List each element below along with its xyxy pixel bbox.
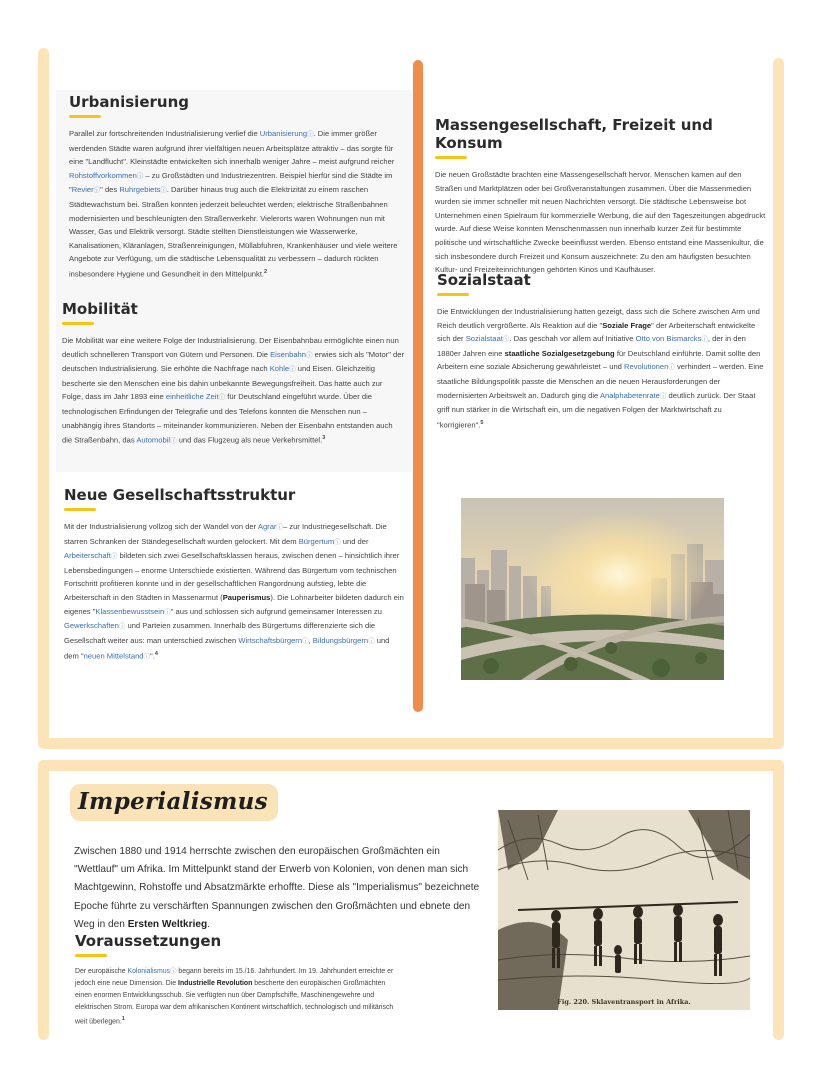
section-mobilitaet (62, 300, 404, 448)
info-icon[interactable]: ⓘ (160, 187, 167, 195)
footnote-1[interactable]: 1 (121, 1015, 125, 1022)
link-rohstoffvorkommen[interactable]: Rohstoffvorkommen (69, 170, 137, 180)
footnote-4[interactable]: 4 (154, 651, 158, 658)
title-underline (437, 293, 469, 296)
link-gewerkschaften[interactable]: Gewerkschaften (64, 621, 119, 631)
city-photo (461, 498, 724, 680)
section-urbanisierung (69, 93, 405, 281)
link-sozialstaat[interactable]: Sozialstaat (465, 334, 503, 344)
section-gesellschaft (64, 486, 404, 664)
info-icon[interactable]: ⓘ (93, 187, 101, 195)
title-underline (64, 508, 96, 511)
section-massengesellschaft (435, 116, 767, 277)
footnote-3[interactable]: 3 (322, 435, 326, 442)
imperialismus-title: Imperialismus (70, 784, 278, 821)
sozialstaat-text: Die Entwicklungen der Industrialisierung hatten gezeigt, dass sich die Schere zwischen Arm und Reich deutlich vergrößerte. Als Reaktion auf die "Soziale Frage" der Arbeiterschaft entwickelte sich der Sozialstaatⓘ. Das geschah vor allem auf Initiative Otto von Bismarcksⓘ, der in den 1880er Jahren eine staatliche Sozialgesetzgebung für Deutschland einführte. Damit sollte den Arbeitern eine soziale Absicherung gewährleistet – und Revolutionenⓘ verhindert – werden. Eine staatliche Bildungspolitik passte die Menschen an die neuen Herausforderungen der modernisierten Arbeitswelt an. Dadurch ging die Analphabetenrateⓘ deutlich zurück. Der Staat griff nun stärker in die Wirtschaft ein, um die negativen Folgen der Marktwirtschaft zu "korrigieren".$^5$ (437, 307, 764, 430)
link-revolutionen[interactable]: Revolutionen (624, 362, 669, 372)
mobilitaet-text: Die Mobilität war eine weitere Folge der Industrialisierung. Der Eisenbahnbau ermöglichte einen nun deutlich schnelleren Transport von Gütern und Personen. Die Eisenbahnⓘ erwies sich als "Motor" der deutschen Industrialisierung. Sie erhöhte die Nachfrage nach Kohleⓘ und Eisen. Gleichzeitig bescherte sie den Menschen eine bis dahin unbekannte Bewegungsfreiheit. Das hatte auch zur Folge, dass im Jahr 1893 eine einheitliche Zeitⓘ für Deutschland eingeführt wurde. Über die technologischen Erfindungen der Telegrafie und des Telefons konnten die Menschen nun – unabhängig ihres Standorts – miteinander kommunizieren. Neben der Eisenbahn entstanden auch die Straßenbahn, das Automobilⓘ und das Flugzeug als neue Verkehrsmittel.$^3$ (62, 336, 404, 445)
link-einheitliche-zeit[interactable]: einheitliche Zeit (165, 392, 219, 402)
frame-right-bottom (773, 760, 784, 1040)
column-divider (413, 60, 423, 712)
info-icon[interactable]: ⓘ (701, 336, 708, 344)
link-automobil[interactable]: Automobil (136, 435, 171, 445)
info-icon[interactable]: ⓘ (164, 608, 171, 616)
info-icon[interactable]: ⓘ (334, 538, 341, 546)
info-icon[interactable]: ⓘ (302, 637, 309, 645)
info-icon[interactable]: ⓘ (306, 351, 313, 359)
info-icon[interactable]: ⓘ (170, 437, 177, 445)
link-neuer-mittelstand[interactable]: neuen Mittelstand (83, 651, 144, 661)
info-icon[interactable]: ⓘ (502, 336, 510, 344)
sozialstaat-title: Sozialstaat (437, 271, 531, 289)
link-kohle[interactable]: Kohle (269, 364, 290, 374)
info-icon[interactable]: ⓘ (659, 392, 667, 400)
mobilitaet-title: Mobilität (62, 300, 138, 318)
link-agrar[interactable]: Agrar (257, 522, 277, 531)
engraving-illustration (498, 810, 750, 1010)
gesellschaft-text: Mit der Industrialisierung vollzog sich der Wandel von der Agrarⓘ– zur Industriegesellschaft. Die starren Schranken der Ständegesellschaft wurden gelockert. Mit dem Bürgertumⓘ und der Arbeiterschaftⓘ bildeten sich zwei Gesellschaftsklassen heraus, zwischen denen – hinsichtlich ihrer Lebensbedingungen – enorme Unterschiede existierten. Während das Bürgertum vom technischen Fortschritt profitieren konnte und in der gesellschaftlichen Rangordnung aufstieg, lebte die Arbeiterschaft in den Städten in Massenarmut (Pauperismus). Die Lohnarbeiter bildeten dadurch ein eigenes "Klassenbewusstseinⓘ" aus und schlossen sich aufgrund gemeinsamer Interessen zu Gewerkschaftenⓘ und Parteien zusammen. Innerhalb des Bürgertums differenzierte sich die Gesellschaft weiter aus: man unterschied zwischen Wirtschaftsbürgernⓘ, Bildungsbürgernⓘ und dem "neuen Mittelstandⓘ".$^4$ (64, 522, 404, 661)
title-underline (62, 322, 94, 325)
section-voraussetzungen (75, 932, 395, 1028)
info-icon[interactable]: ⓘ (110, 553, 118, 561)
link-urbanisierung[interactable]: Urbanisierung (259, 129, 308, 138)
frame-left-bottom (38, 760, 49, 1040)
link-kolonialismus[interactable]: Kolonialismus (127, 968, 170, 975)
link-buergertum[interactable]: Bürgertum (298, 536, 335, 546)
voraussetzungen-text: Der europäische Kolonialismusⓘ begann bereits im 15./16. Jahrhundert. Im 19. Jahrhundert erreichte er jedoch eine neue Dimension. Die Industrielle Revolution bescherte den europäischen Großmächten einen enormen Entwicklungsschub. Sie verfügten nun über Dampfschiffe, Maschinengewehre und elektrischen Strom. Europa war dem afrikanischen Kontinent wirtschaftlich, technologisch und militärisch weit überlegen.$^1$ (75, 968, 394, 1025)
frame-right-top (773, 58, 784, 748)
title-underline (75, 954, 107, 957)
link-eisenbahn[interactable]: Eisenbahn (270, 349, 306, 359)
footnote-5[interactable]: 5 (480, 419, 484, 426)
info-icon[interactable]: ⓘ (218, 394, 226, 402)
info-icon[interactable]: ⓘ (136, 172, 144, 180)
link-wirtschaftsbuergern[interactable]: Wirtschaftsbürgern (238, 635, 303, 645)
info-icon[interactable]: ⓘ (289, 366, 296, 374)
footnote-2[interactable]: 2 (264, 268, 268, 275)
city-skyline-illustration (461, 498, 724, 680)
info-icon[interactable]: ⓘ (118, 623, 126, 631)
link-klassenbewusstsein[interactable]: Klassenbewusstsein (95, 606, 165, 616)
frame-top-bottom (38, 760, 784, 771)
info-icon[interactable]: ⓘ (668, 364, 675, 372)
gesellschaft-title: Neue Gesellschaftsstruktur (64, 486, 296, 504)
link-arbeiterschaft[interactable]: Arbeiterschaft (64, 551, 111, 561)
title-underline (435, 156, 467, 159)
link-bismarck[interactable]: Otto von Bismarcks (635, 334, 702, 344)
urbanisierung-text: Parallel zur fortschreitenden Industrialisierung verlief die Urbanisierungⓘ. Die immer größer werdenden Städte waren aufgrund ihrer vielfältigen neuen Arbeitsplätze attraktiv – das sorgte für eine "Landflucht". Kleinstädte entwickelten sich innerhalb weniger Jahre – meist aufgrund reicher Rohstoffvorkommenⓘ – zu Großstädten und Industriezentren. Beispiel hierfür sind die Städte im "Revierⓘ" des Ruhrgebietsⓘ. Darüber hinaus trug auch die Elektrizität zu einem raschen Städtewachstum bei. Straßen konnten jederzeit beleuchtet werden; elektrische Straßenbahnen modernisierten und beschleunigten den Straßenverkehr. Vielerorts waren Wohnungen nun mit Wasser, Gas und Elektrik versorgt. Städte stellten Dienstleistungen wie Wasserwerke, Kanalisationen, Kläranlagen, Straßenreinigungen, Müllabfuhren, Krankenhäuser und viele weitere Angebote zur Verfügung, um die städtische Lebensqualität zu verbessern – dadurch rückten insbesondere Hygiene und Gesundheit in den Mittelpunkt.$^2$ (69, 129, 398, 279)
engraving-caption: Fig. 220. Sklaventransport in Afrika. (557, 998, 691, 1006)
urbanisierung-title: Urbanisierung (69, 93, 189, 111)
voraussetzungen-title: Voraussetzungen (75, 932, 222, 950)
frame-bottom-top (38, 738, 784, 749)
massen-title: Massengesellschaft, Freizeit und Konsum (435, 116, 713, 152)
link-revier[interactable]: Revier (71, 185, 94, 195)
info-icon[interactable]: ⓘ (368, 637, 375, 645)
link-ruhrgebiet[interactable]: Ruhrgebiets (119, 185, 161, 195)
link-bildungsbuergern[interactable]: Bildungsbürgern (312, 635, 369, 645)
link-analphabetenrate[interactable]: Analphabetenrate (599, 390, 660, 400)
info-icon[interactable]: ⓘ (276, 524, 283, 531)
imperialismus-intro (74, 843, 484, 934)
massen-text: Die neuen Großstädte brachten eine Massengesellschaft hervor. Menschen kamen auf den Straßen und Marktplätzen oder bei Großveranstaltungen zusammen. Über die Massenmedien wurden sie immer schneller mit neuen Nachrichten versorgt. Die städtische Lebensweise bot Unternehmen einen Spielraum für kommerzielle Werbung, die auf den Tageszeitungen abgedruckt wurde. Auf diese Weise konnten Menschenmassen nun innerhalb kurzer Zeit für bestimmte politische und wirtschaftliche Zwecke beeinflusst werden. Ebenso entstand eine Massenkultur, die sich insbesondere durch Freizeit und Konsum auszeichnete: Zu den am häufigsten besuchten Kultur- und Freizeiteinrichtungen gehörten Kinos und Kaufhäuser. (435, 170, 766, 275)
info-icon[interactable]: ⓘ (170, 968, 177, 975)
section-sozialstaat (437, 271, 767, 432)
info-icon[interactable]: ⓘ (307, 131, 314, 138)
imperialismus-intro-text: Zwischen 1880 und 1914 herrschte zwischen den europäischen Großmächten ein "Wettlauf" um Afrika. Im Mittelpunkt stand der Erwerb von Kolonien, von denen man sich Machtgewinn, Rohstoffe und Absatzmärkte erhoffte. Diese als "Imperialismus" bezeichnete Epoche führte zu verschärften Spannungen zwischen den Großmächten und ebnete den Weg in den Ersten Weltkrieg. (74, 846, 480, 930)
frame-left-top (38, 48, 49, 748)
info-icon[interactable]: ⓘ (143, 653, 151, 661)
title-underline (69, 115, 101, 118)
slave-transport-engraving (498, 810, 750, 1010)
